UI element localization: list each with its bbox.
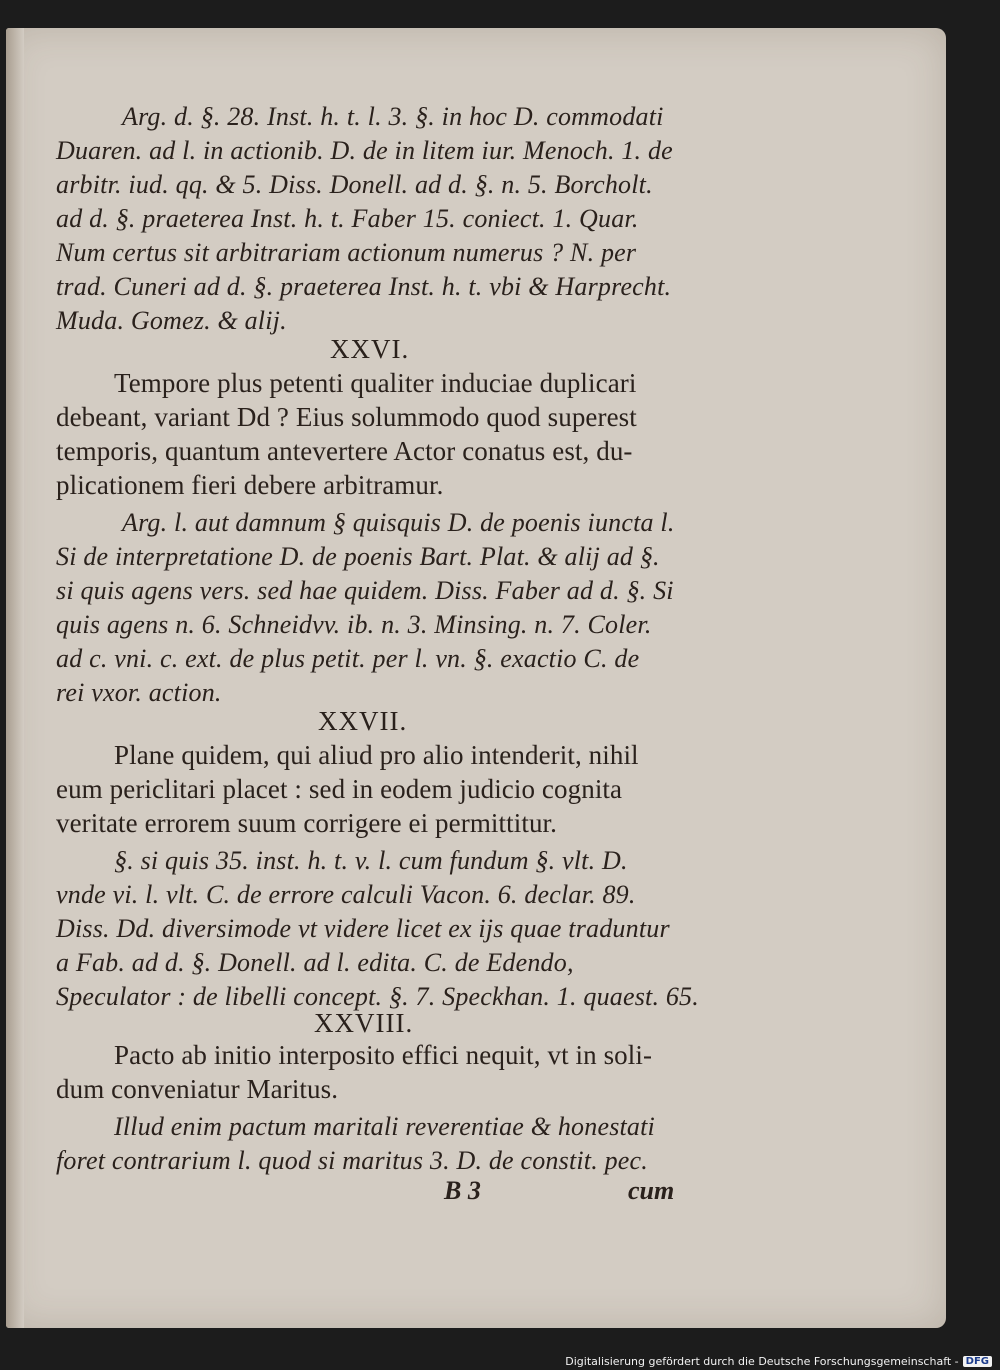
text-line: vnde vi. l. vlt. C. de errore calculi Vacon. 6. declar. 89. (56, 880, 636, 909)
text-line: arbitr. iud. qq. & 5. Diss. Donell. ad d. §. n. 5. Borcholt. (56, 170, 653, 199)
section-heading: XXVII. (318, 706, 408, 736)
text-line: Arg. l. aut damnum § quisquis D. de poenis iuncta l. (122, 508, 675, 537)
page-text (6, 28, 946, 1328)
text-line: quis agens n. 6. Schneidvv. ib. n. 3. Minsing. n. 7. Coler. (56, 610, 652, 639)
signature-mark: B 3 (444, 1176, 481, 1205)
digitization-credit (565, 1355, 992, 1368)
text-line: Duaren. ad l. in actionib. D. de in litem iur. Menoch. 1. de (56, 136, 673, 165)
text-line: Illud enim pactum maritali reverentiae & honestati (114, 1112, 655, 1141)
text-line: Plane quidem, qui aliud pro alio intenderit, nihil (114, 740, 639, 770)
catchword: cum (628, 1176, 675, 1205)
text-line: ad d. §. praeterea Inst. h. t. Faber 15. coniect. 1. Quar. (56, 204, 639, 233)
credit-text: Digitalisierung gefördert durch die Deutsche Forschungsgemeinschaft - (565, 1355, 959, 1368)
text-line: Si de interpretatione D. de poenis Bart. Plat. & alij ad §. (56, 542, 660, 571)
text-line: rei vxor. action. (56, 678, 222, 707)
text-line: trad. Cuneri ad d. §. praeterea Inst. h. t. vbi & Harprecht. (56, 272, 672, 301)
text-line: foret contrarium l. quod si maritus 3. D. de constit. pec. (56, 1146, 648, 1175)
text-line: plicationem fieri debere arbitramur. (56, 470, 444, 500)
text-line: ad c. vni. c. ext. de plus petit. per l. vn. §. exactio C. de (56, 644, 640, 673)
text-line: Tempore plus petenti qualiter induciae duplicari (114, 368, 637, 398)
text-line: Pacto ab initio interposito effici nequit, vt in soli- (114, 1040, 653, 1070)
text-line: a Fab. ad d. §. Donell. ad l. edita. C. de Edendo, (56, 948, 574, 977)
dfg-logo-icon: DFG (963, 1356, 992, 1367)
text-line: Speculator : de libelli concept. §. 7. Speckhan. 1. quaest. 65. (56, 982, 699, 1011)
text-line: eum periclitari placet : sed in eodem judicio cognita (56, 774, 623, 804)
text-line: Muda. Gomez. & alij. (56, 306, 287, 335)
text-line: §. si quis 35. inst. h. t. v. l. cum fundum §. vlt. D. (114, 846, 628, 875)
text-line: Arg. d. §. 28. Inst. h. t. l. 3. §. in hoc D. commodati (122, 102, 664, 131)
text-line: dum conveniatur Maritus. (56, 1074, 339, 1104)
section-heading: XXVI. (330, 334, 410, 364)
text-line: temporis, quantum antevertere Actor conatus est, du- (56, 436, 633, 466)
text-line: Diss. Dd. diversimode vt videre licet ex ijs quae traduntur (56, 914, 670, 943)
text-line: debeant, variant Dd ? Eius solummodo quod superest (56, 402, 637, 432)
text-line: si quis agens vers. sed hae quidem. Diss. Faber ad d. §. Si (56, 576, 674, 605)
text-line: Num certus sit arbitrariam actionum numerus ? N. per (56, 238, 637, 267)
text-line: veritate errorem suum corrigere ei permittitur. (56, 808, 557, 838)
book-page (6, 28, 946, 1328)
section-heading: XXVIII. (314, 1008, 414, 1038)
